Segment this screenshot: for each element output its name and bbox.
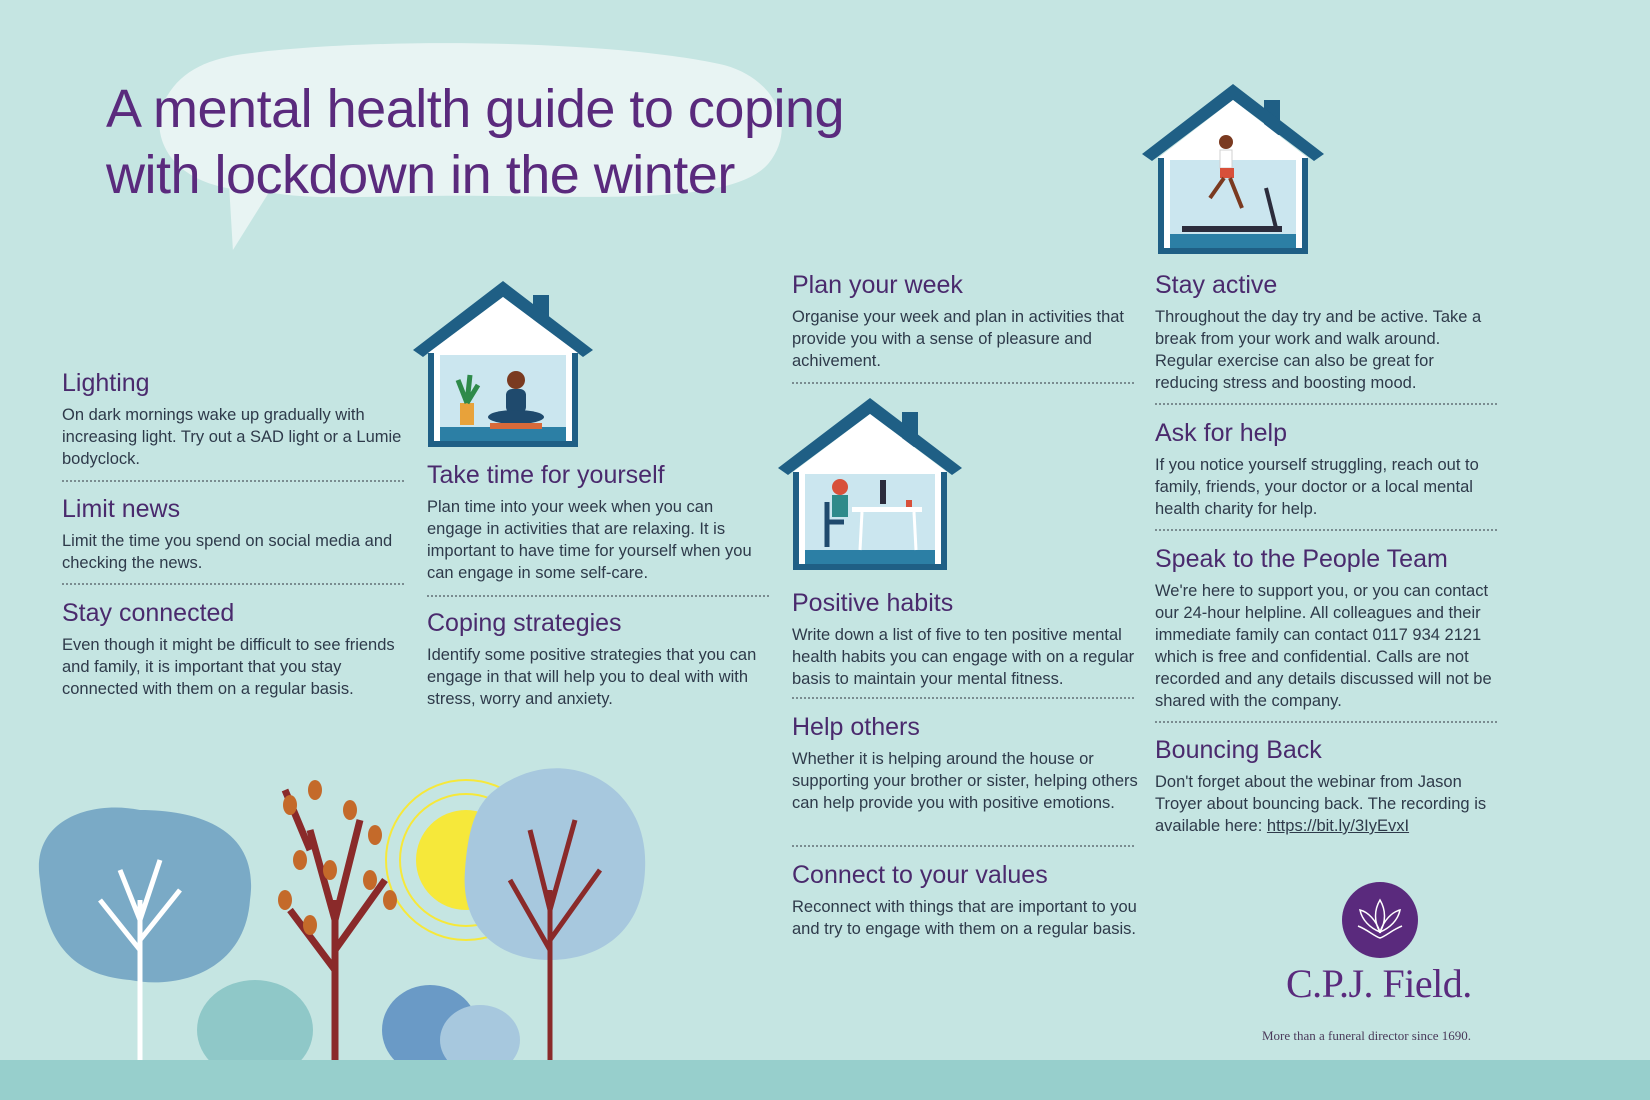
section-ask-help [1155,418,1495,520]
section-body: Plan time into your week when you can engage in activities that are relaxing. It is important to have time for yourself when you can engage in some self-care. [427,498,752,582]
section-heading: Speak to the People Team [1155,545,1448,573]
section-body: Organise your week and plan in activities that provide you with a sense of pleasure and achivement. [792,308,1125,370]
section-heading: Plan your week [792,271,963,299]
lotus-logo-icon [1342,882,1418,958]
brand-name: C.P.J. Field. [1286,961,1472,1006]
webinar-link[interactable]: https://bit.ly/3IyEvxI [1266,817,1410,835]
divider [62,480,404,482]
section-heading: Ask for help [1155,419,1288,447]
section-bouncing-back [1155,735,1495,837]
section-stay-active [1155,270,1495,394]
section-heading: Take time for yourself [427,461,665,489]
section-body: Write down a list of five to ten positive mental health habits you can engage with on a regular basis to maintain your mental fitness. [792,626,1135,688]
divider [1155,721,1497,723]
section-people-team [1155,544,1495,712]
section-heading: Connect to your values [792,861,1048,889]
meditation-house-icon [408,275,598,455]
section-heading: Bouncing Back [1155,736,1322,764]
section-plan-week [792,270,1142,372]
divider [1155,403,1497,405]
desk-house-icon [772,392,968,578]
section-positive-habits [792,588,1142,690]
divider [792,382,1134,384]
treadmill-house-icon [1138,80,1328,262]
section-body: We're here to support you, or you can contact our 24-hour helpline. All colleagues and their immediate family can contact 0117 934 2121 which is free and confidential. Calls are not recorded and any details discussed will not be shared with the company. [1155,582,1492,710]
divider [1155,529,1497,531]
page-title: A mental health guide to coping with lockdown in the winter [106,79,845,205]
section-body: Even though it might be difficult to see friends and family, it is important that you stay connected with them on a regular basis. [62,636,395,698]
divider [62,583,404,585]
section-body: Reconnect with things that are important to you and try to engage with them on a regular basis. [792,898,1137,938]
section-limit-news [62,494,402,574]
section-take-time [427,460,767,584]
section-lighting [62,368,402,470]
section-body [1155,771,1495,837]
divider [427,595,769,597]
divider [792,697,1134,699]
section-heading: Limit news [62,495,181,523]
section-heading: Help others [792,713,920,741]
section-help-others [792,712,1142,814]
section-body: On dark mornings wake up gradually with increasing light. Try out a SAD light or a Lumie bodyclock. [62,406,402,468]
section-values [792,860,1142,940]
section-body: If you notice yourself struggling, reach out to family, friends, your doctor or a local mental health charity for help. [1155,456,1479,518]
section-heading: Coping strategies [427,609,622,637]
section-body: Limit the time you spend on social media and checking the news. [62,532,393,572]
section-stay-connected [62,598,402,700]
section-coping [427,608,767,710]
winter-trees-illustration [30,750,660,1070]
section-body: Throughout the day try and be active. Take a break from your work and walk around. Regular exercise can also be great for reducing stress and boosting mood. [1155,308,1482,392]
ground-strip [0,1060,1650,1100]
section-heading: Stay connected [62,599,235,627]
section-body: Identify some positive strategies that you can engage in that will help you to deal with with stress, worry and anxiety. [427,646,757,708]
section-heading: Lighting [62,369,150,397]
divider [792,845,1134,847]
section-body: Whether it is helping around the house or supporting your brother or sister, helping others can help provide you with positive emotions. [792,750,1138,812]
section-heading: Stay active [1155,271,1278,299]
section-heading: Positive habits [792,589,954,617]
brand-tagline: More than a funeral director since 1690. [1262,1028,1472,1043]
section-body-text: Don't forget about the webinar from Jason Troyer about bouncing back. The recording is available here: [1155,773,1487,835]
